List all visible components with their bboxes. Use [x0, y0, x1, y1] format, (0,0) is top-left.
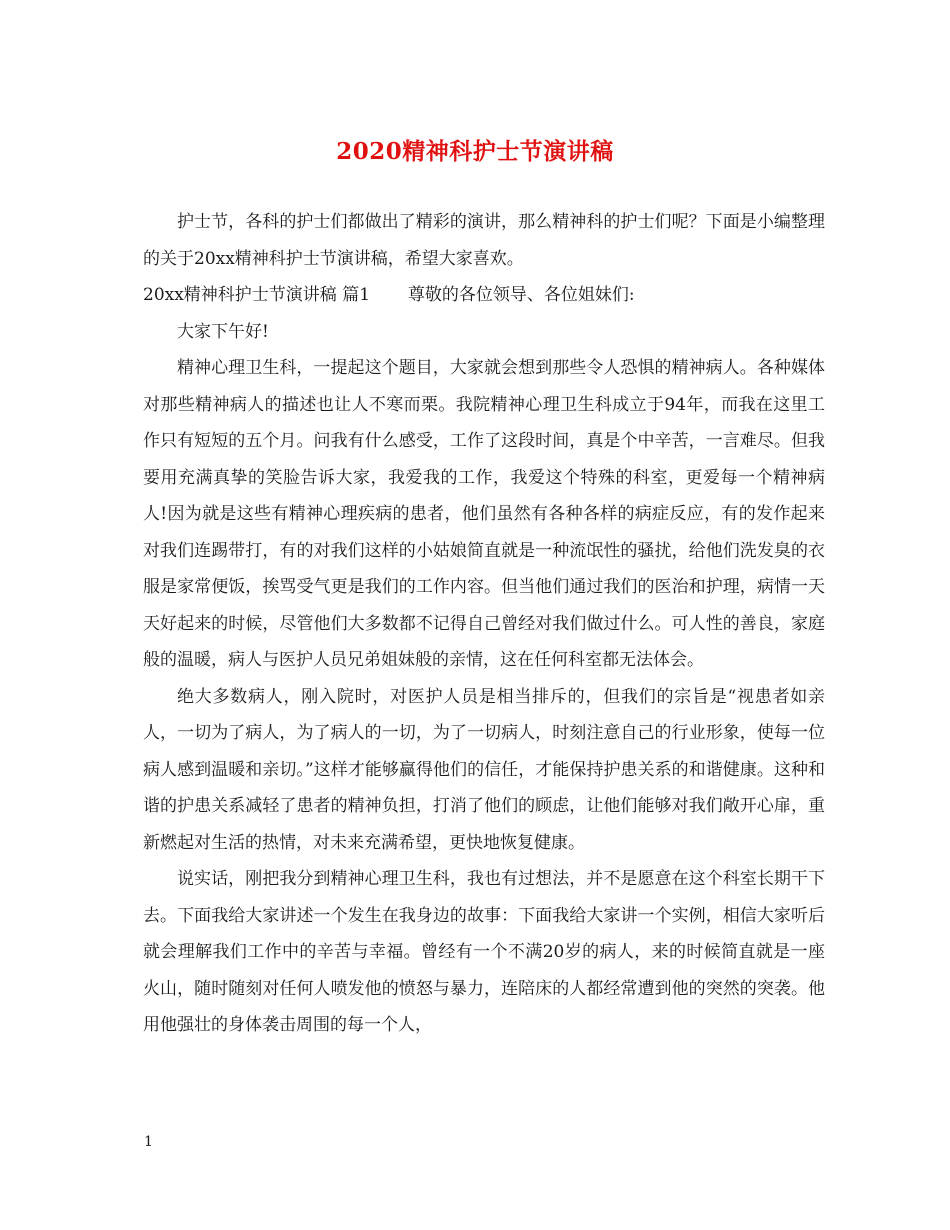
paragraph-1: 精神心理卫生科，一提起这个题目，大家就会想到那些令人恐惧的精神病人。各种媒体对那些精神病人的描述也让人不寒而栗。我院精神心理卫生科成立于94年，而我在这里工作只有短短的五个月。问我有什么感受，工作了这段时间，真是个中辛苦，一言难尽。但我要用充满真挚的笑脸告诉大家，我爱我的工作，我爱这个特殊的科室，更爱每一个精神病人!因为就是这些有精神心理疾病的患者，他们虽然有各种各样的病症反应，有的发作起来对我们连踢带打，有的对我们这样的小姑娘简直就是一种流氓性的骚扰，给他们洗发臭的衣服是家常便饭，挨骂受气更是我们的工作内容。但当他们通过我们的医治和护理，病情一天天好起来的时候，尽管他们大多数都不记得自己曾经对我们做过什么。可人性的善良，家庭般的温暖，病人与医护人员兄弟姐妹般的亲情，这在任何科室都无法体会。 — [143, 358, 825, 670]
paragraph-intro: 护士节，各科的护士们都做出了精彩的演讲，那么精神科的护士们呢？下面是小编整理的关于20xx精神科护士节演讲稿，希望大家喜欢。 — [143, 212, 825, 269]
greeting-line: 大家下午好! — [177, 321, 269, 342]
document-title: 2020精神科护士节演讲稿 — [336, 138, 614, 165]
page-number: 1 — [144, 1134, 153, 1150]
paragraph-2: 绝大多数病人，刚入院时，对医护人员是相当排斥的，但我们的宗旨是“视患者如亲人，一切为了病人，为了病人的一切，为了一切病人，时刻注意自己的行业形象，使每一位病人感到温暖和亲切。”这样才能够赢得他们的信任，才能保持护患关系的和谐健康。这种和谐的护患关系减轻了患者的精神负担，打消了他们的顾虑，让他们能够对我们敞开心扉，重新燃起对生活的热情，对未来充满希望，更快地恢复健康。 — [143, 686, 825, 853]
paragraph-3: 说实话，刚把我分到精神心理卫生科，我也有过想法，并不是愿意在这个科室长期干下去。下面我给大家讲述一个发生在我身边的故事：下面我给大家讲一个实例，相信大家听后就会理解我们工作中的辛苦与幸福。曾经有一个不满20岁的病人，来的时候简直就是一座火山，随时随刻对任何人喷发他的愤怒与暴力，连陪床的人都经常遭到他的突然的突袭。他用他强壮的身体袭击周围的每一个人， — [143, 869, 825, 1035]
document-body — [143, 204, 825, 1044]
section-heading: 20xx精神科护士节演讲稿 篇1 尊敬的各位领导、各位姐妹们: — [143, 285, 635, 305]
